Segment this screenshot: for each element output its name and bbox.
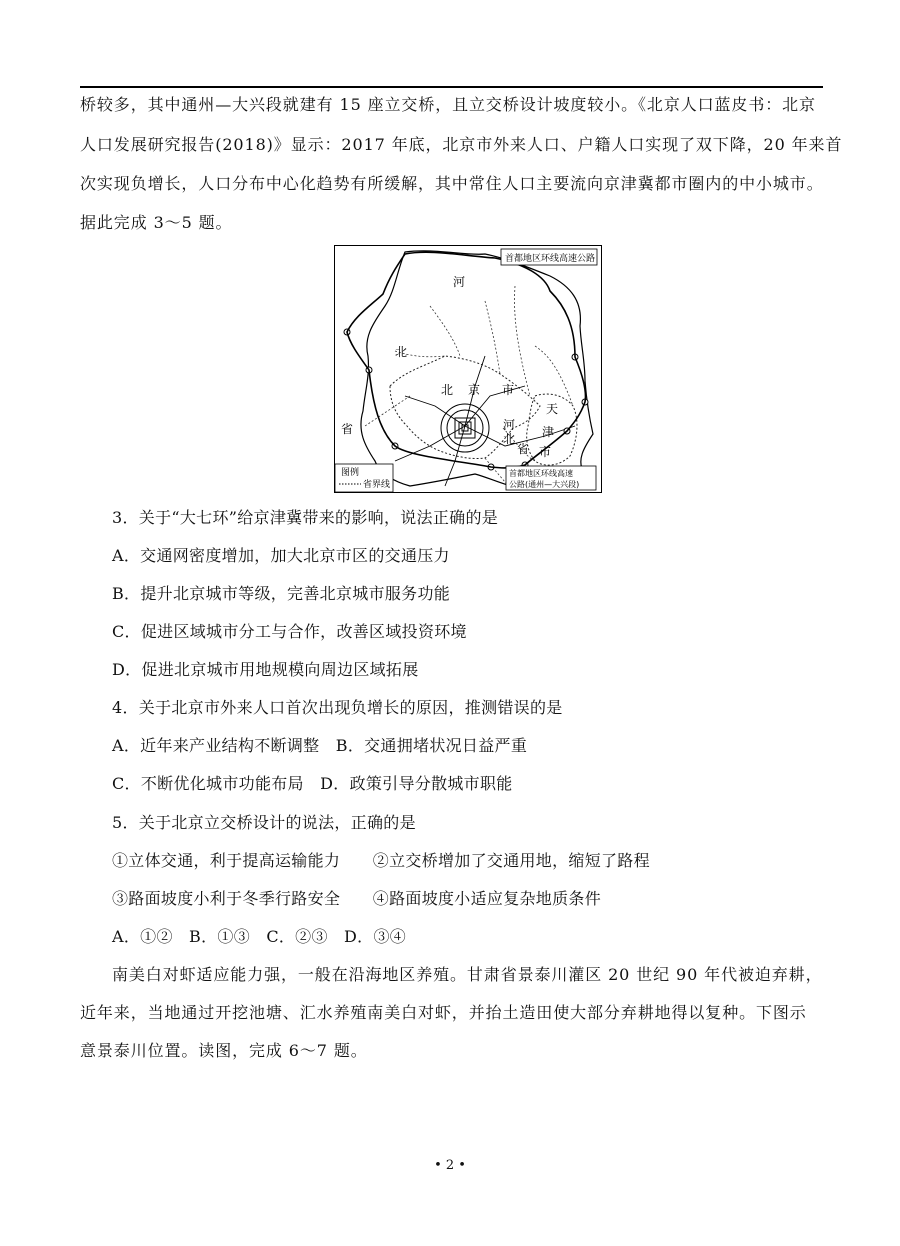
map-label-tianjin-1: 天 xyxy=(546,402,559,416)
map-bottom-callout-1: 首都地区环线高速 xyxy=(509,469,573,478)
map-label-tianjin-2: 津 xyxy=(542,425,555,439)
page-number: • 2 • xyxy=(434,1158,466,1173)
map-bottom-callout-2: 公路(通州—大兴段) xyxy=(509,480,580,489)
intro-line: 据此完成 3～5 题。 xyxy=(80,213,233,232)
q5-options-12: ①立体交通，利于提高运输能力 ②立交桥增加了交通用地，缩短了路程 xyxy=(112,851,650,870)
map-top-callout: 首都地区环线高速公路 xyxy=(505,254,596,264)
map-label-beijing-1: 北 xyxy=(441,383,454,397)
outro-paragraph xyxy=(80,962,823,1072)
outer-boundary xyxy=(361,251,596,489)
map-label-hebei-3: 省 xyxy=(341,422,354,436)
map-label-hebei-inner-1: 河 xyxy=(503,418,516,432)
q3-option-a: A．交通网密度增加，加大北京市区的交通压力 xyxy=(112,546,450,565)
q3-option-d: D．促进北京城市用地规模向周边区域拓展 xyxy=(112,660,419,679)
q3-option-c: C．促进区域城市分工与合作，改善区域投资环境 xyxy=(112,622,467,641)
q3-option-b: B．提升北京城市等级，完善北京城市服务功能 xyxy=(112,584,451,603)
q4-options-cd: C．不断优化城市功能布局 D．政策引导分散城市职能 xyxy=(112,774,513,793)
map-label-beijing-3: 市 xyxy=(502,383,515,397)
map-label-hebei-2: 北 xyxy=(395,345,408,359)
map-legend-title: 图例 xyxy=(341,468,360,478)
q5-options-34: ③路面坡度小利于冬季行路安全 ④路面坡度小适应复杂地质条件 xyxy=(112,889,602,908)
q3-stem: 3．关于“大七环”给京津冀带来的影响，说法正确的是 xyxy=(112,508,499,527)
beijing-ring-road-map xyxy=(334,245,602,493)
intro-line: 人口发展研究报告(2018)》显示：2017 年底，北京市外来人口、户籍人口实现了双下降，20 年来首 xyxy=(80,135,843,154)
intro-line: 桥较多，其中通州—大兴段就建有 15 座立交桥，且立交桥设计坡度较小。《北京人口蓝皮书：北京 xyxy=(80,95,816,114)
map-label-beijing-2: 京 xyxy=(468,383,481,397)
q5-answers: A．①② B．①③ C．②③ D．③④ xyxy=(112,927,407,946)
intro-paragraph xyxy=(80,92,843,242)
map-label-hebei-inner-3: 省 xyxy=(517,442,530,456)
q5-stem: 5．关于北京立交桥设计的说法，正确的是 xyxy=(112,813,416,832)
outro-line: 近年来，当地通过开挖池塘、汇水养殖南美白对虾，并抬土造田使大部分弃耕地得以复种。下图示 xyxy=(80,1003,807,1022)
outro-line: 意景泰川位置。读图，完成 6～7 题。 xyxy=(80,1041,368,1060)
intro-line: 次实现负增长，人口分布中心化趋势有所缓解，其中常住人口主要流向京津冀都市圈内的中小城市。 xyxy=(80,174,824,193)
q4-stem: 4．关于北京市外来人口首次出现负增长的原因，推测错误的是 xyxy=(112,698,563,717)
header-rule xyxy=(80,86,823,88)
map-label-tianjin-3: 市 xyxy=(539,445,552,459)
map-legend-item: 省界线 xyxy=(363,480,391,490)
map-label-hebei-inner-2: 北 xyxy=(503,432,516,446)
outro-line: 南美白对虾适应能力强，一般在沿海地区养殖。甘肃省景泰川灌区 20 世纪 90 年代被迫弃耕， xyxy=(112,965,823,984)
map-label-hebei-1: 河 xyxy=(453,275,466,289)
q4-options-ab: A．近年来产业结构不断调整 B．交通拥堵状况日益严重 xyxy=(112,736,528,755)
